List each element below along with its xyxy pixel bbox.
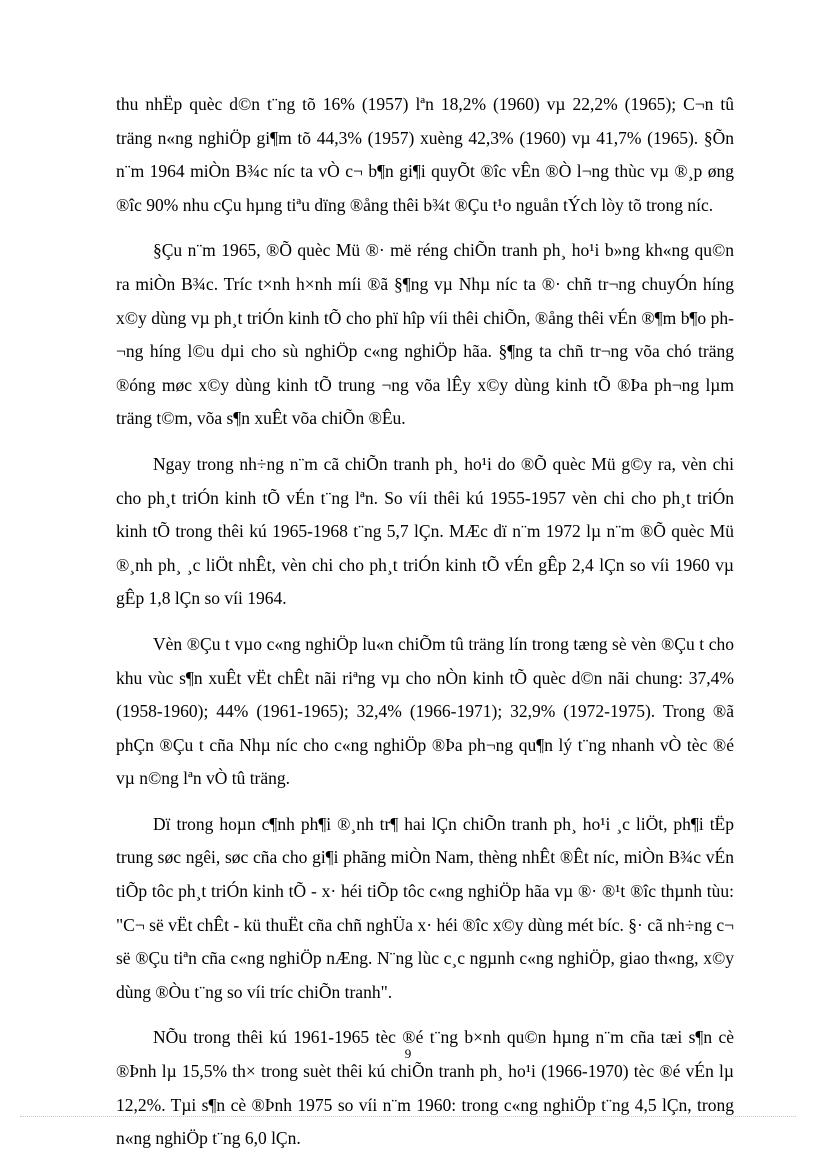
paragraph-2: §Çu n¨m 1965, ®Õ quèc Mü ®· më réng chiÕn tranh ph¸ ho¹i b»ng kh«ng qu©n ra miÒn B¾c. Tríc t×nh h×nh míi ®ã §¶ng vµ Nhµ níc ta ®· chñ tr¬ng chuyÓn híng x©y dùng vµ ph¸t triÓn kinh tÕ cho phï hîp víi thêi chiÕn, ®ång thêi vÉn ®¶m b¶o ph¬ng híng l©u dµi cho sù nghiÖp c«ng nghiÖp hãa. §¶ng ta chñ tr¬ng võa chó träng ®óng møc x©y dùng kinh tÕ trung ¬ng võa lÊy x©y dùng kinh tÕ ®Þa ph¬ng lµm träng t©m, võa s¶n xuÊt võa chiÕn ®Êu.	[116, 240, 734, 429]
paragraph-1: thu nhËp quèc d©n t¨ng tõ 16% (1957) lªn 18,2% (1960) vµ 22,2% (1965); C¬n tû träng n«ng nghiÖp gi¶m tõ 44,3% (1957) xuèng 42,3% (1960) vµ 41,7% (1965). §Õn n¨m 1964 miÒn B¾c níc ta vÒ c¬ b¶n gi¶i quyÕt ®îc vÊn ®Ò l¬ng thùc vµ ®¸p øng ®îc 90% nhu cÇu hµng tiªu dïng ®ång thêi b¾t ®Çu t¹o nguån tÝch lòy tõ trong níc.	[116, 94, 734, 215]
page-number: 9	[404, 1046, 412, 1061]
page-bottom-divider	[20, 1116, 796, 1117]
paragraph-3: Ngay trong nh÷ng n¨m cã chiÕn tranh ph¸ ho¹i do ®Õ quèc Mü g©y ra, vèn chi cho ph¸t triÓn kinh tÕ vÉn t¨ng lªn. So víi thêi kú 1955-1957 vèn chi cho ph¸t triÓn kinh tÕ trong thêi kú 1965-1968 t¨ng 5,7 lÇn. MÆc dï n¨m 1972 lµ n¨m ®Õ quèc Mü ®¸nh ph¸ ¸c liÖt nhÊt, vèn chi cho ph¸t triÓn kinh tÕ vÉn gÊp 2,4 lÇn so víi 1960 vµ gÊp 1,8 lÇn so víi 1964.	[116, 453, 734, 609]
paragraph-4: Vèn ®Çu t vµo c«ng nghiÖp lu«n chiÕm tû träng lín trong tæng sè vèn ®Çu t cho khu vùc s¶n xuÊt vËt chÊt nãi riªng vµ cho nÒn kinh tÕ quèc d©n nãi chung: 37,4% (1958-1960); 44% (1961-1965); 32,4% (1966-1971); 32,9% (1972-1975). Trong ®ã phÇn ®Çu t cña Nhµ níc cho c«ng nghiÖp ®Þa ph¬ng qu¶n lý t¨ng nhanh vÒ tèc ®é vµ n©ng lªn vÒ tû träng.	[116, 633, 734, 789]
paragraph-5: Dï trong hoµn c¶nh ph¶i ®¸nh tr¶ hai lÇn chiÕn tranh ph¸ ho¹i ¸c liÖt, ph¶i tËp trung søc ngêi, søc cña cho gi¶i phãng miÒn Nam, thèng nhÊt ®Êt níc, miÒn B¾c vÉn tiÕp tôc ph¸t triÓn kinh tÕ - x· héi tiÕp tôc c«ng nghiÖp hãa vµ ®· ®¹t ®îc thµnh tùu: "C¬ së vËt chÊt - kü thuËt cña chñ nghÜa x· héi ®îc x©y dùng mét bíc. §· cã nh÷ng c¬ së ®Çu tiªn cña c«ng nghiÖp nÆng. N¨ng lùc c¸c ngµnh c«ng nghiÖp, giao th«ng, x©y dùng ®Òu t¨ng so víi tríc chiÕn tranh".	[116, 813, 734, 1002]
paragraph-6: NÕu trong thêi kú 1961-1965 tèc ®é t¨ng b×nh qu©n hµng n¨m cña tæi s¶n cè ®Þnh lµ 15,5% th× trong suèt thêi kú chiÕn tranh ph¸ ho¹i (1966-1970) tèc ®é vÉn lµ 12,2%. Tµi s¶n cè ®Þnh 1975 so víi n¨m 1960: trong c«ng nghiÖp t¨ng 4,5 lÇn, trong n«ng nghiÖp t¨ng 6,0 lÇn.	[116, 1027, 734, 1149]
body-text	[116, 88, 734, 1168]
